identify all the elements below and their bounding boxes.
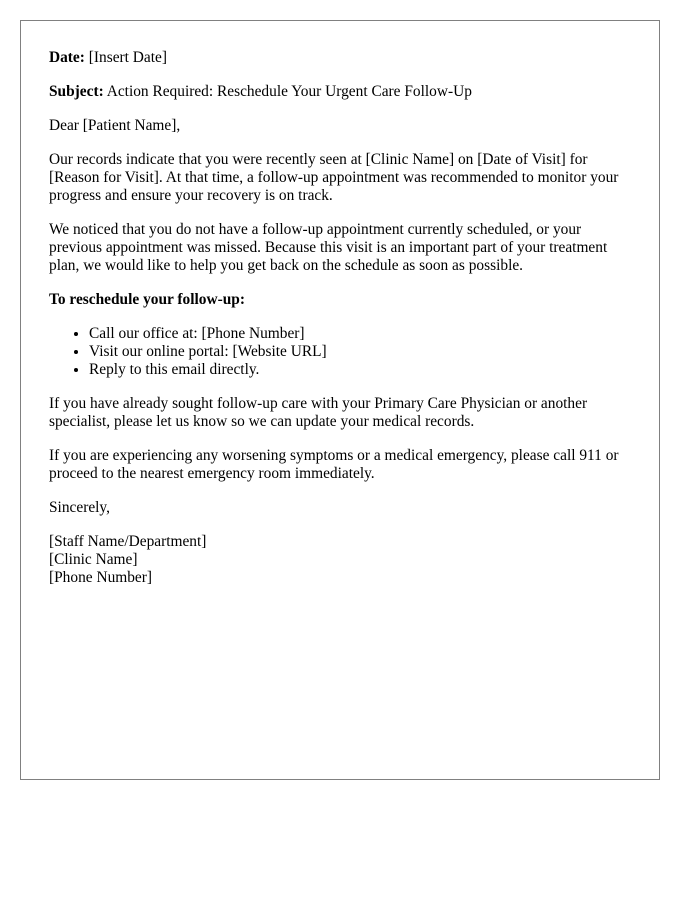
list-item-call-office: • Call our office at: [Phone Number] (89, 325, 631, 343)
signature-phone: [Phone Number] (49, 569, 153, 586)
reschedule-options-list (49, 325, 631, 379)
date-line (49, 49, 631, 67)
list-item-reply-email: • Reply to this email directly. (89, 361, 631, 379)
date-value: [Insert Date] (84, 49, 167, 66)
closing: Sincerely, (49, 499, 110, 516)
paragraph-missed-appointment: We noticed that you do not have a follow-up appointment currently scheduled, or your previous appointment was missed. Because this visit is an important part of your treatment plan, we would like to help you get back on the schedule as soon as possible. (49, 221, 608, 274)
signature-clinic: [Clinic Name] (49, 551, 138, 568)
list-item-online-portal: • Visit our online portal: [Website URL] (89, 343, 631, 361)
signature-staff: [Staff Name/Department] (49, 533, 207, 550)
paragraph-emergency: If you are experiencing any worsening symptoms or a medical emergency, please call 911 or proceed to the nearest emergency room immediately. (49, 447, 619, 482)
letter-document (20, 20, 660, 780)
signature-block (49, 533, 631, 587)
paragraph-other-care: If you have already sought follow-up care with your Primary Care Physician or another specialist, please let us know so we can update your medical records. (49, 395, 588, 430)
subject-label: Subject: (49, 83, 104, 100)
date-label: Date: (49, 49, 85, 66)
reschedule-heading (49, 291, 631, 309)
subject-value: Action Required: Reschedule Your Urgent Care Follow-Up (103, 83, 472, 100)
reschedule-heading-text: To reschedule your follow-up: (49, 291, 245, 308)
subject-line (49, 83, 631, 101)
paragraph-visit-summary: Our records indicate that you were recently seen at [Clinic Name] on [Date of Visit] for [Reason for Visit]. At that time, a follow-up appointment was recommended to monitor your progress and ensure your recovery is on track. (49, 151, 619, 204)
salutation: Dear [Patient Name], (49, 117, 181, 134)
